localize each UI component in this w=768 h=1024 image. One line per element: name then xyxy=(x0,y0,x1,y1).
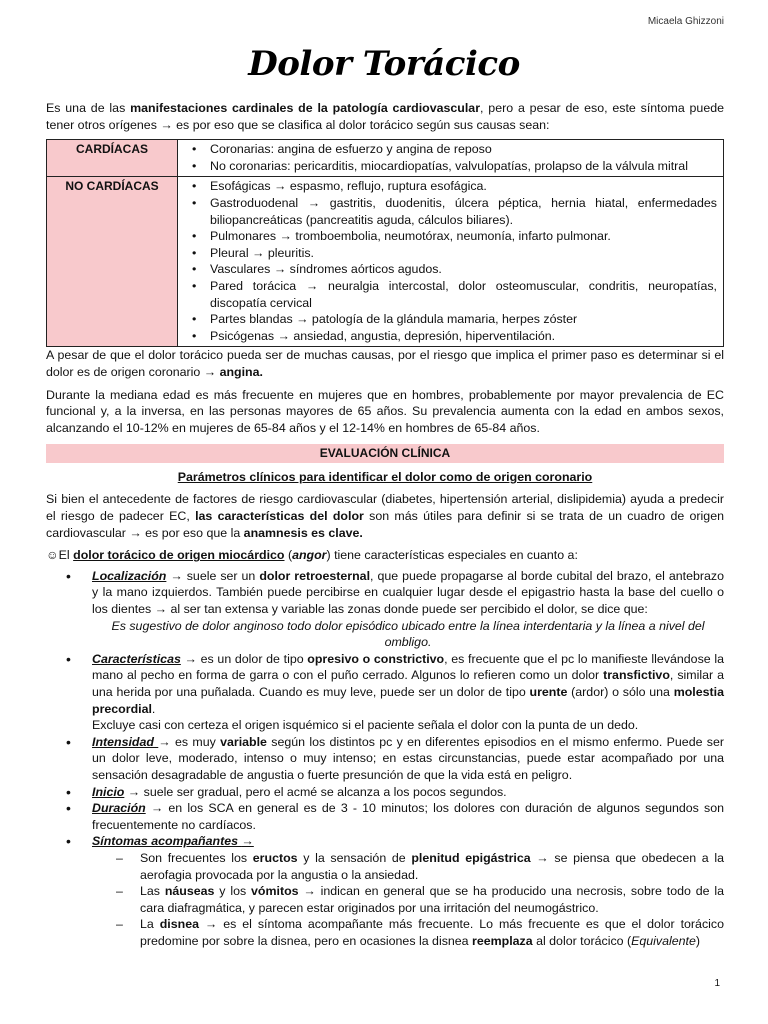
item-caracteristicas xyxy=(46,651,724,734)
sub-text: y los xyxy=(214,884,252,899)
sub-text: → se piensa que obedecen a la aerofagia provocada por la angustia o la ansiedad. xyxy=(140,850,724,882)
item-label: Localización xyxy=(92,568,167,583)
item-label: Inicio xyxy=(92,784,125,799)
no-cardiacas-list xyxy=(184,178,717,344)
causes-table xyxy=(46,139,724,347)
list-item: • No coronarias: pericarditis, miocardiopatías, valvulopatías, prolapso de la válvula mitral xyxy=(184,158,717,175)
cardiacas-list xyxy=(184,141,717,174)
list-item: • Gastroduodenal → gastritis, duodenitis, úlcera péptica, hernia hiatal, enfermedades biliopancreáticas (pancreatitis aguda, cálculos biliares). xyxy=(184,195,717,228)
item-text: según los distintos pc y en diferentes episodios en el mismo enfermo. Puede ser un dolor leve, moderado, intenso o muy intenso; en estas circunstancias, puede estar acompañado por una sensación desagradable de angustia o fuerte presunción de que la vida está en peligro. xyxy=(92,734,724,782)
item-label: Intensidad xyxy=(92,734,159,749)
sub-text: ) xyxy=(695,933,701,948)
item-bold: dolor retroesternal xyxy=(259,568,371,583)
category-cardiacas: CARDÍACAS xyxy=(47,140,178,177)
list-item: • Esofágicas → espasmo, reflujo, ruptura esofágica. xyxy=(184,178,717,195)
intro-bold: manifestaciones cardinales de la patología cardiovascular xyxy=(130,101,481,115)
risk-text: Si bien el antecedente de factores de riesgo cardiovascular (diabetes, hipertensión arterial, dislipidemia) ayuda a predecir el riesgo de padecer EC, xyxy=(46,492,724,524)
item-extra: Excluye casi con certeza el origen isquémico si el paciente señala el dolor con la punta de un dedo. xyxy=(92,718,639,733)
section-header-evaluacion: EVALUACIÓN CLÍNICA xyxy=(46,444,724,463)
item-text: → es un dolor de tipo xyxy=(180,651,308,666)
item-bold: urente xyxy=(529,685,568,699)
intro-text-2: , pero a pesar de eso, este síntoma puede tener otros orígenes → es por eso que se clasifica al dolor torácico según sus causas sean: xyxy=(46,101,724,132)
list-item: • Coronarias: angina de esfuerzo y angina de reposo xyxy=(184,141,717,158)
item-label: Síntomas acompañantes xyxy=(92,834,242,849)
angor-underlined: dolor torácico de origen miocárdico xyxy=(73,548,285,563)
item-text: . xyxy=(151,701,156,716)
item-text: , es frecuente que el pc lo manifieste llevándose la mano al pecho en forma de garra o con el puño cerrado. Algunos lo refieren como un dolor xyxy=(92,651,724,683)
list-item: • Pleural → pleuritis. xyxy=(184,245,717,262)
category-no-cardiacas: NO CARDÍACAS xyxy=(47,177,178,347)
smiley-icon: ☺ xyxy=(46,548,59,563)
table-row-cardiacas xyxy=(47,140,724,177)
item-text: → en los SCA en general es de 3 - 10 minutos; los dolores con duración de algunos segundos son frecuentemente no cardíacos. xyxy=(92,801,724,832)
item-label: Duración xyxy=(92,801,146,816)
table-row-no-cardiacas xyxy=(47,177,724,347)
sub-text: Las xyxy=(140,884,165,899)
page-number: 1 xyxy=(714,978,720,989)
item-intensidad xyxy=(46,734,724,784)
item-inicio xyxy=(46,784,724,801)
list-item xyxy=(92,916,724,949)
sub-text: Son frecuentes los xyxy=(140,850,253,865)
list-item xyxy=(92,850,724,883)
risk-bold: las características del dolor xyxy=(195,509,364,524)
list-item: • Partes blandas → patología de la glándula mamaria, herpes zóster xyxy=(184,311,717,328)
author-name: Micaela Ghizzoni xyxy=(647,16,724,27)
after-table-paragraph xyxy=(46,347,724,380)
item-bold: opresivo o constrictivo xyxy=(307,651,445,666)
list-item: • Vasculares → síndromes aórticos agudos. xyxy=(184,261,717,278)
sub-bold: náuseas xyxy=(164,884,215,899)
epidemiology-paragraph: Durante la mediana edad es más frecuente en mujeres que en hombres, probablemente por mayor prevalencia de EC funcional y, a la inversa, en las personas mayores de 65 años. Su prevalencia aumenta con la edad en ambos sexos, alcanzando el 10-12% en mujeres de 65-84 años y el 12-14% en hombres de 65-84 años. xyxy=(46,387,724,435)
angor-text-3: ) tiene características especiales en cuanto a: xyxy=(326,548,578,563)
item-text: → es muy xyxy=(158,734,221,749)
list-item: • Pared torácica → neuralgia intercostal, dolor osteomuscular, condritis, neuropatías, discopatía cervical xyxy=(184,278,717,311)
sub-bold: reemplaza xyxy=(472,933,533,948)
symptoms-sublist xyxy=(92,850,724,950)
list-item: • Pulmonares → tromboembolia, neumotórax, neumonía, infarto pulmonar. xyxy=(184,228,717,245)
item-duracion xyxy=(46,800,724,833)
item-sintomas xyxy=(46,833,724,949)
arrow-icon: → xyxy=(241,834,254,849)
after-table-text: A pesar de que el dolor torácico pueda ser de muchas causas, por el riesgo que implica el primer paso es determinar si el dolor es de origen coronario → xyxy=(46,348,724,379)
document-body xyxy=(46,100,724,950)
item-bold: variable xyxy=(220,734,267,749)
section-subtitle: Parámetros clínicos para identificar el dolor como de origen coronario xyxy=(177,469,593,484)
sub-bold: disnea xyxy=(159,917,199,932)
sub-text: y la sensación de xyxy=(297,850,412,865)
item-localizacion xyxy=(46,568,724,651)
risk-text-2: son más útiles para definir si se trata de un cuadro de origen cardiovascular → es por eso que la xyxy=(46,509,724,540)
list-item: • Psicógenas → ansiedad, angustia, depresión, hiperventilación. xyxy=(184,328,717,345)
intro-paragraph xyxy=(46,100,724,133)
item-bold: transfictivo xyxy=(603,668,670,683)
item-label: Características xyxy=(92,651,181,666)
cardiacas-cell xyxy=(178,140,724,177)
angor-text: El xyxy=(58,548,74,563)
angor-term: angor xyxy=(292,548,327,563)
quote: Es sugestivo de dolor anginoso todo dolor episódico ubicado entre la línea interdentaria y la línea a nivel del ombligo. xyxy=(111,618,705,650)
sub-text: → es el síntoma acompañante más frecuente. Lo más frecuente es que el dolor torácico predomine por sobre la disnea, pero en ocasiones la disnea xyxy=(140,917,724,948)
sub-bold: eructos xyxy=(252,850,298,865)
sub-italic: Equivalente xyxy=(631,933,696,948)
sub-text: → indican en general que se ha producido una necrosis, sobre todo de la cara diafragmática, y parecen estar originados por una irritación del neumogástrico. xyxy=(140,884,724,915)
angina-bold: angina. xyxy=(219,364,263,379)
item-text: → suele ser un xyxy=(166,568,260,583)
risk-paragraph xyxy=(46,491,724,541)
item-text: , similar a una herida por una puñalada. Cuando es muy leve, puede ser un dolor de tipo xyxy=(92,668,724,699)
sub-text: al dolor torácico ( xyxy=(532,933,632,948)
risk-bold-2: anamnesis es clave. xyxy=(243,525,363,540)
sub-bold: plenitud epigástrica xyxy=(411,850,531,865)
item-text: (ardor) o sólo una xyxy=(567,685,674,699)
item-text: → suele ser gradual, pero el acmé se alcanza a los pocos segundos. xyxy=(124,784,507,799)
list-item xyxy=(92,883,724,916)
sub-text: La xyxy=(140,917,160,932)
angor-text-2: ( xyxy=(284,548,293,563)
sub-bold: vómitos xyxy=(251,884,299,899)
page-title: Dolor Torácico xyxy=(248,44,520,84)
no-cardiacas-cell xyxy=(178,177,724,347)
item-text: , que puede propagarse al borde cubital del brazo, el antebrazo y la mano izquierdos. También puede percibirse en cualquier lugar desde el epigastrio hasta la base del cuello o los dientes → al ser tan extensa y variable las zonas donde puede ser percibido el dolor, se dice que: xyxy=(92,568,725,617)
intro-text: Es una de las xyxy=(46,101,131,115)
characteristics-list xyxy=(46,568,724,950)
item-bold: molestia precordial xyxy=(92,685,724,716)
angor-intro xyxy=(46,547,724,564)
